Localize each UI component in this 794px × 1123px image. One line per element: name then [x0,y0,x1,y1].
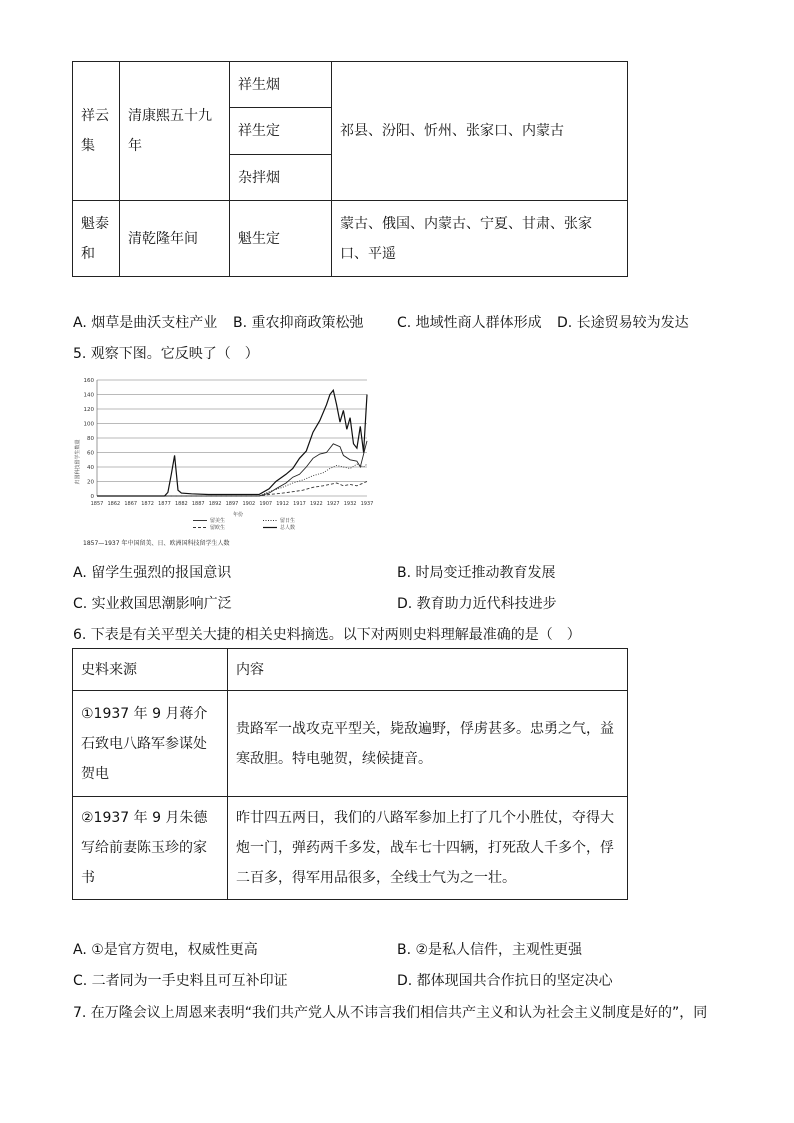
q4-option-b: B. 重农抑商政策松弛 [233,315,364,331]
x-tick-label: 1877 [158,501,171,507]
q5-option-a: A. 留学生强烈的报国意识 [73,565,232,581]
x-tick-label: 1862 [107,501,121,507]
x-tick-label: 1867 [124,501,138,507]
y-tick-label: 0 [90,494,94,500]
series-line-留美生 [97,441,367,496]
chart-y-ticks [84,378,95,500]
y-tick-label: 160 [83,378,94,384]
legend-label: 留欧生 [210,525,226,531]
legend-label: 留美生 [210,518,226,524]
x-tick-label: 1927 [326,501,340,507]
legend-label: 总人数 [280,525,296,531]
x-tick-label: 1897 [225,501,239,507]
q6-stem: 6. 下表是有关平型关大捷的相关史料摘选。以下对两则史料理解最准确的是（ ） [73,627,581,643]
x-tick-label: 1907 [259,501,273,507]
series-line-留日生 [97,464,367,496]
series-line-总人数 [97,390,367,496]
x-tick-label: 1882 [175,501,188,507]
y-tick-label: 40 [87,465,94,471]
chart-ylabel: 归国科技留学生数量 [75,439,81,485]
chart-legend [193,517,295,531]
y-tick-label: 60 [87,450,94,457]
x-tick-label: 1887 [191,501,205,507]
merchant-time-cell: 清康熙五十九年 [120,62,230,201]
chart-grid [97,380,367,496]
chart-title: 1857—1937 年中国留美、日、欧洲国科技留学生人数 [83,540,230,547]
merchant-name-cell: 魁泰和 [73,201,120,277]
y-tick-label: 80 [87,436,94,442]
x-tick-label: 1922 [310,501,323,507]
q6-header-source: 史料来源 [73,649,228,691]
q7-stem: 7. 在万隆会议上周恩来表明“我们共产党人从不讳言我们相信共产主义和认为社会主义制度是好的”，同 [73,1005,708,1021]
merchant-name-cell: 祥云集 [73,62,120,201]
legend-label: 留日生 [280,518,296,524]
q6-content-cell: 昨廿四五两日，我们的八路军参加上打了几个小胜仗，夺得大炮一门，弹药两千多发，战车七十四辆，打死敌人千多个，俘二百多，得军用品很多，全线士气为之一壮。 [228,797,628,900]
q4-option-d: D. 长途贸易较为发达 [557,315,689,331]
q4-option-c: C. 地域性商人群体形成 [397,315,542,331]
chart-xlabel: 年份 [232,512,244,518]
chart-x-ticks [91,501,373,507]
brand-cell: 祥生定 [230,108,332,155]
merchant-table [72,61,628,277]
y-tick-label: 140 [83,392,94,399]
y-tick-label: 100 [83,421,94,428]
brand-cell: 魁生定 [230,201,332,277]
regions-cell: 蒙古、俄国、内蒙古、宁夏、甘肃、张家口、平遥 [332,201,628,277]
brand-cell: 祥生烟 [230,62,332,108]
brand-cell: 杂拌烟 [230,155,332,201]
q6-source-cell: ①1937 年 9 月蒋介石致电八路军参谋处贺电 [73,691,228,797]
q6-option-a: A. ①是官方贺电，权威性更高 [73,942,258,958]
x-tick-label: 1902 [242,501,256,507]
q6-option-d: D. 都体现国共合作抗日的坚定决心 [397,973,613,989]
regions-cell: 祁县、汾阳、忻州、张家口、内蒙古 [332,62,628,201]
q6-header-content: 内容 [228,649,628,691]
q5-line-chart [73,372,373,552]
y-tick-label: 20 [87,479,94,486]
q5-option-c: C. 实业救国思潮影响广泛 [73,596,232,612]
x-tick-label: 1857 [90,501,104,507]
chart-svg [73,372,373,552]
chart-lines [97,390,367,496]
q6-option-b: B. ②是私人信件，主观性更强 [397,942,583,958]
q5-option-b: B. 时局变迁推动教育发展 [397,565,556,581]
q6-content-cell: 贵路军一战攻克平型关，毙敌遍野，俘虏甚多。忠勇之气，益寒敌胆。特电驰贺，续候捷音。 [228,691,628,797]
q5-stem: 5. 观察下图。它反映了（ ） [73,346,259,362]
q6-source-table [72,648,628,900]
q6-option-c: C. 二者同为一手史料且可互补印证 [73,973,288,989]
y-tick-label: 120 [83,407,94,413]
x-tick-label: 1912 [276,501,289,507]
x-tick-label: 1937 [360,501,373,507]
series-line-留欧生 [97,482,367,497]
q4-option-a: A. 烟草是曲沃支柱产业 [73,315,218,331]
x-tick-label: 1917 [293,501,306,507]
q5-option-d: D. 教育助力近代科技进步 [397,596,557,612]
merchant-time-cell: 清乾隆年间 [120,201,230,277]
q6-source-cell: ②1937 年 9 月朱德写给前妻陈玉珍的家书 [73,797,228,900]
x-tick-label: 1932 [343,501,357,507]
x-tick-label: 1892 [208,501,222,507]
x-tick-label: 1872 [141,501,154,507]
